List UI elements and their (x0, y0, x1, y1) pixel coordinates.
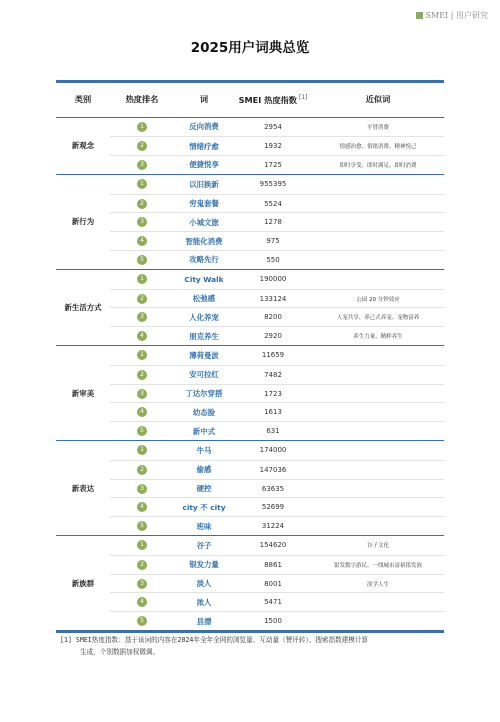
word-cell: 薄荷曼波 (189, 350, 219, 360)
category-group (56, 269, 444, 345)
rank-badge: 2 (137, 560, 147, 570)
rank-cell (110, 160, 174, 170)
index-cell: 631 (266, 427, 280, 436)
page-title: 2025用户词典总览 (190, 40, 310, 56)
footnote-line-2: 生成，个别数据加权微调。 (80, 648, 160, 656)
synonyms-cell: 银发数字游民、一线城市富裕银发族 (333, 562, 422, 569)
synonyms-cell: 公园 20 分钟效应 (356, 296, 400, 303)
table-row (110, 326, 444, 345)
rank-cell (110, 426, 174, 436)
footnote-line-1: [1] SMEI热度指数：基于该词的内容在2024年全年全网的浏览量、互动量（赞评转）、搜索指数建模计算 (60, 636, 369, 644)
rank-cell (110, 560, 174, 570)
index-cell: 5471 (264, 598, 282, 607)
rank-cell (110, 540, 174, 550)
rank-badge: 4 (137, 331, 147, 341)
index-cell: 1932 (264, 142, 282, 151)
word-cell: 以旧换新 (189, 179, 219, 189)
word-cell: 安可拉红 (189, 370, 219, 380)
rank-badge: 1 (137, 350, 147, 360)
table-row (110, 574, 444, 593)
rank-cell (110, 597, 174, 607)
rank-cell (110, 616, 174, 626)
word-cell: 幼态脸 (192, 407, 216, 417)
index-cell: 1278 (264, 218, 282, 227)
table-row (110, 592, 444, 611)
rank-cell (110, 370, 174, 380)
synonyms-cell: 情感治愈、情绪消费、精神悦己 (339, 144, 417, 151)
rank-cell (110, 122, 174, 132)
header-index-label: SMEI 热度指数 (238, 94, 297, 105)
rank-badge: 1 (137, 122, 147, 132)
rank-cell (110, 389, 174, 399)
table-row (110, 516, 444, 535)
table-row (110, 384, 444, 403)
brand-logo-mark (416, 12, 423, 19)
brand-label (416, 10, 488, 21)
index-cell: 147036 (259, 465, 287, 474)
rank-cell (110, 179, 174, 189)
rank-badge: 5 (137, 255, 147, 265)
index-cell: 8001 (264, 579, 282, 588)
table-row (110, 346, 444, 365)
word-cell: 穷鬼套餐 (189, 199, 219, 209)
rank-cell (110, 521, 174, 531)
index-cell: 975 (266, 237, 280, 246)
index-cell: 1723 (264, 389, 282, 398)
header-rank: 热度排名 (125, 94, 159, 104)
rank-cell (110, 312, 174, 322)
rank-badge: 4 (137, 407, 147, 417)
word-cell: 丁达尔穿搭 (185, 389, 223, 399)
word-cell: 牛马 (196, 445, 212, 455)
rank-badge: 5 (137, 426, 147, 436)
word-cell: 松弛感 (192, 294, 216, 304)
table-row (110, 611, 444, 630)
rank-cell (110, 236, 174, 246)
category-label: 新族群 (71, 578, 95, 588)
category-group (56, 535, 444, 630)
category-label: 新行为 (71, 217, 95, 227)
header-synonyms: 近似词 (365, 94, 391, 104)
rank-badge: 1 (137, 274, 147, 284)
rank-badge: 3 (137, 484, 147, 494)
category-group (56, 117, 444, 174)
category-label: 新生活方式 (64, 302, 102, 312)
rank-cell (110, 407, 174, 417)
rank-cell (110, 465, 174, 475)
synonyms-cell: 人宠共享、养己式养宠、宠物富养 (336, 315, 420, 322)
rank-cell (110, 579, 174, 589)
table-row (110, 270, 444, 289)
dictionary-table (56, 80, 444, 633)
table-row (110, 421, 444, 440)
table-row (110, 250, 444, 269)
rank-badge: 1 (137, 445, 147, 455)
word-cell: 银发力量 (189, 560, 219, 570)
rank-badge: 4 (137, 502, 147, 512)
rank-badge: 3 (137, 160, 147, 170)
index-cell: 63635 (261, 484, 285, 493)
synonyms-cell: 即时享受、即时满足、即时消费 (339, 162, 417, 169)
category-label: 新表达 (71, 483, 95, 493)
table-row (110, 365, 444, 384)
rank-cell (110, 274, 174, 284)
index-cell: 955395 (259, 180, 287, 189)
rank-cell (110, 484, 174, 494)
word-cell: 便捷悦享 (189, 160, 219, 170)
word-cell: 攻略先行 (189, 255, 219, 265)
table-row (110, 118, 444, 137)
synonyms-cell: 平替消费 (366, 124, 389, 131)
rank-badge: 2 (137, 465, 147, 475)
index-cell: 133124 (259, 294, 287, 303)
category-group (56, 440, 444, 535)
rank-badge: 2 (137, 199, 147, 209)
index-cell: 2920 (264, 332, 282, 341)
table-row (110, 231, 444, 250)
word-cell: 朋克养生 (189, 331, 219, 341)
rank-cell (110, 199, 174, 209)
category-label: 新审美 (71, 388, 95, 398)
rank-badge: 3 (137, 217, 147, 227)
rank-cell (110, 141, 174, 151)
table-row (110, 479, 444, 498)
rank-cell (110, 217, 174, 227)
footnote (60, 634, 440, 658)
index-cell: 1613 (264, 408, 282, 417)
category-rows (110, 441, 444, 535)
rank-cell (110, 445, 174, 455)
rank-badge: 2 (137, 294, 147, 304)
rank-badge: 5 (137, 616, 147, 626)
rank-badge: 3 (137, 579, 147, 589)
index-cell: 8861 (264, 560, 282, 569)
table-row (110, 460, 444, 479)
table-row (110, 497, 444, 516)
word-cell: 硬控 (196, 484, 212, 494)
word-cell: 偷感 (196, 465, 212, 475)
category-rows (110, 118, 444, 174)
index-cell: 550 (266, 255, 280, 264)
word-cell: 人化养宠 (189, 312, 219, 322)
rank-badge: 1 (137, 540, 147, 550)
category-rows (110, 270, 444, 345)
table-header (56, 83, 444, 117)
word-cell: 浓人 (196, 597, 212, 607)
table-row (110, 136, 444, 155)
word-cell: 县漂 (196, 616, 212, 626)
table-row (110, 555, 444, 574)
rank-cell (110, 502, 174, 512)
rank-badge: 3 (137, 389, 147, 399)
rank-cell (110, 255, 174, 265)
table-row (110, 175, 444, 194)
table-row (110, 155, 444, 174)
index-cell: 7482 (264, 370, 282, 379)
word-cell: 智能化消费 (185, 236, 223, 246)
table-row (110, 441, 444, 460)
rank-badge: 1 (137, 179, 147, 189)
category-label: 新观念 (71, 141, 95, 151)
table-row (110, 402, 444, 421)
header-index (234, 94, 312, 106)
table-bottom-rule (56, 630, 444, 633)
header-index-footnote-ref: [1] (298, 93, 308, 101)
synonyms-cell: 谷子文化 (366, 543, 389, 550)
header-word: 词 (199, 94, 209, 104)
word-cell: 班味 (196, 521, 212, 531)
rank-cell (110, 331, 174, 341)
word-cell: city 不 city (182, 502, 226, 512)
rank-badge: 4 (137, 236, 147, 246)
rank-cell (110, 350, 174, 360)
rank-badge: 3 (137, 312, 147, 322)
category-rows (110, 536, 444, 630)
rank-cell (110, 294, 174, 304)
brand-text: SMEI | 用户研究 (425, 11, 488, 20)
rank-badge: 5 (137, 521, 147, 531)
word-cell: 谷子 (196, 540, 212, 550)
rank-badge: 2 (137, 141, 147, 151)
rank-badge: 2 (137, 370, 147, 380)
word-cell: 反向消费 (189, 122, 219, 132)
index-cell: 52699 (261, 503, 285, 512)
word-cell: City Walk (184, 274, 224, 284)
table-body (56, 117, 444, 631)
word-cell: 小城文旅 (189, 217, 219, 227)
category-group (56, 345, 444, 440)
table-row (110, 289, 444, 308)
word-cell: 情绪疗愈 (189, 141, 219, 151)
index-cell: 31224 (261, 522, 285, 531)
table-row (110, 212, 444, 231)
category-rows (110, 175, 444, 269)
table-row (110, 536, 444, 555)
category-rows (110, 346, 444, 440)
index-cell: 190000 (259, 275, 287, 284)
index-cell: 1725 (264, 160, 282, 169)
index-cell: 8200 (264, 313, 282, 322)
category-group (56, 174, 444, 269)
word-cell: 新中式 (192, 426, 216, 436)
rank-badge: 4 (137, 597, 147, 607)
synonyms-cell: 淡学人生 (366, 581, 389, 588)
index-cell: 11659 (261, 351, 285, 360)
index-cell: 154620 (259, 541, 287, 550)
index-cell: 5524 (264, 199, 282, 208)
index-cell: 2954 (264, 122, 282, 131)
synonyms-cell: 养生力量、精粹养生 (353, 334, 403, 341)
index-cell: 1500 (264, 617, 282, 626)
table-row (110, 307, 444, 326)
table-row (110, 194, 444, 213)
index-cell: 174000 (259, 446, 287, 455)
word-cell: 淡人 (196, 579, 212, 589)
header-category: 类别 (74, 94, 92, 104)
